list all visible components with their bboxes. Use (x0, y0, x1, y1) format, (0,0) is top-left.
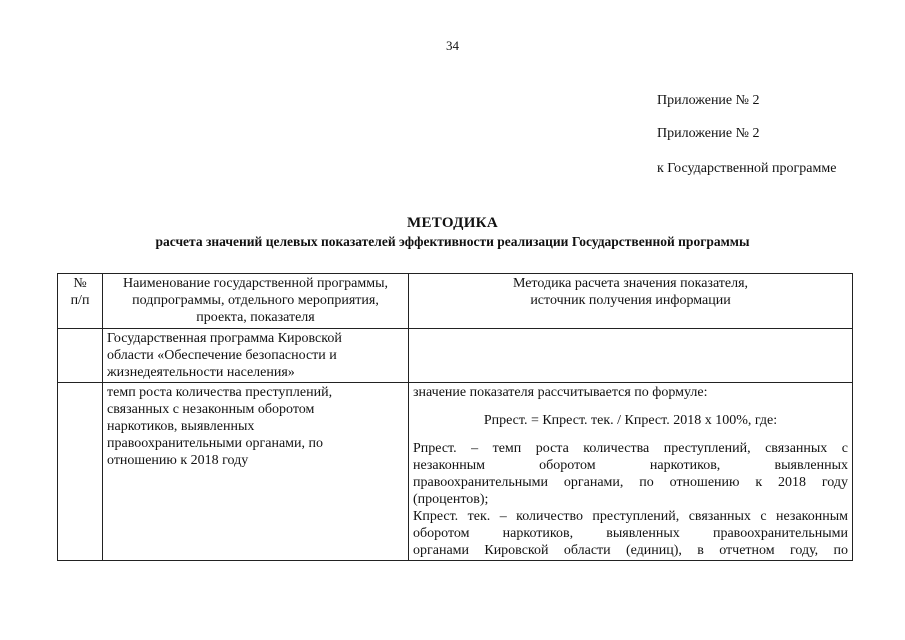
table-header-row (58, 274, 853, 329)
table-row (58, 329, 853, 383)
header-methodology-line: Методика расчета значения показателя, (512, 276, 749, 291)
table-row (58, 383, 853, 561)
definition-line: правоохранительными органами, по отношению к 2018 году (413, 475, 848, 490)
indicator-methodology-cell (409, 383, 853, 561)
document-subtitle: расчета значений целевых показателей эффективности реализации Государственной программы (155, 234, 750, 249)
header-number-line: п/п (70, 293, 90, 308)
definition-line: органами Кировской области (единиц), в отчетном году, по (413, 543, 848, 558)
indicator-name-line: темп роста количества преступлений, (107, 385, 333, 400)
program-name-cell (103, 329, 409, 383)
program-name-line: области «Обеспечение безопасности и (107, 348, 337, 363)
definition-line: (процентов); (413, 492, 489, 507)
program-name-line: Государственная программа Кировской (107, 331, 342, 346)
indicator-name-line: отношению к 2018 году (107, 453, 249, 468)
definition-line: незаконным оборотом наркотиков, выявленных (413, 458, 848, 473)
definition-line: Кпрест. тек. – количество преступлений, связанных с незаконным (413, 509, 848, 524)
program-name-line: жизнедеятельности населения» (107, 365, 295, 380)
methodology-intro: значение показателя рассчитывается по формуле: (413, 385, 708, 400)
definition-line: оборотом наркотиков, выявленных правоохранительными (413, 526, 848, 541)
indicator-name-line: наркотиков, выявленных (107, 419, 255, 434)
page-number: 34 (446, 38, 459, 53)
appendix-label-3: к Государственной программе (657, 161, 837, 176)
header-methodology-line: источник получения информации (530, 293, 731, 308)
header-name-line: подпрограммы, отдельного мероприятия, (132, 293, 379, 308)
methodology-table (57, 273, 853, 561)
appendix-label-1: Приложение № 2 (657, 93, 760, 108)
definition-line: Рпрест. – темп роста количества преступлений, связанных с (413, 441, 848, 456)
header-number (58, 274, 103, 329)
header-number-line: № (73, 276, 87, 291)
indicator-name-line: правоохранительными органами, по (107, 436, 324, 451)
program-methodology-cell (409, 329, 853, 383)
row-number-cell (58, 329, 103, 383)
indicator-name-line: связанных с незаконным оборотом (107, 402, 315, 417)
header-name-line: Наименование государственной программы, (122, 276, 389, 291)
indicator-name-cell (103, 383, 409, 561)
header-methodology (409, 274, 853, 329)
header-name (103, 274, 409, 329)
appendix-label-2: Приложение № 2 (657, 126, 760, 141)
document-title: МЕТОДИКА (407, 215, 498, 231)
row-number-cell (58, 383, 103, 561)
methodology-formula: Рпрест. = Кпрест. тек. / Кпрест. 2018 x 100%, где: (483, 413, 778, 428)
header-name-line: проекта, показателя (196, 310, 315, 325)
